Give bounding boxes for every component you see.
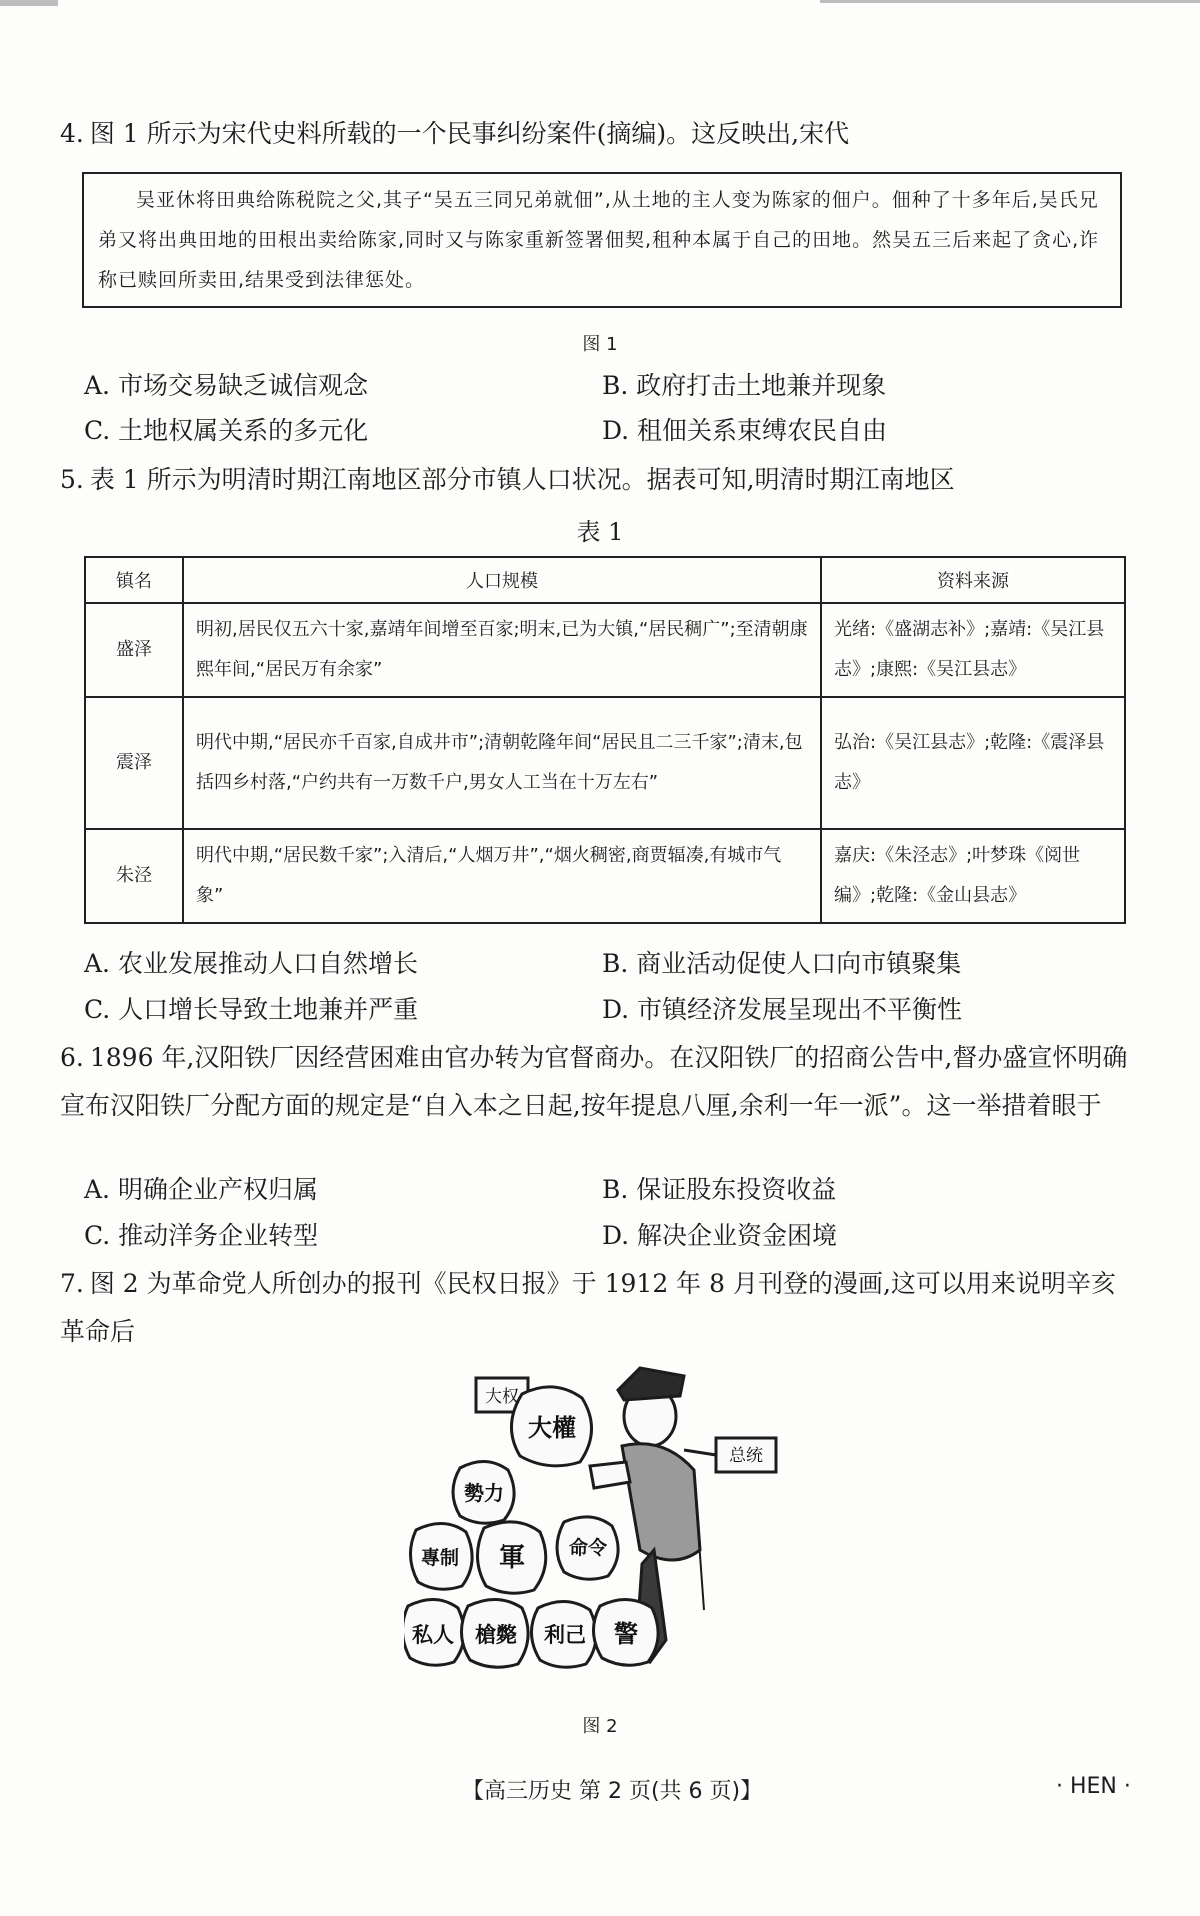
town-cell: 朱泾	[85, 829, 183, 923]
bag-label-order: 命令	[568, 1537, 608, 1559]
population-cell: 明代中期,“居民数千家”;入清后,“人烟万井”,“烟火稠密,商贾辐凑,有城市气象”	[183, 829, 821, 923]
option-a[interactable]: A. 市场交易缺乏诚信观念	[84, 371, 368, 400]
cartoon-label-left: 大权	[485, 1387, 519, 1407]
question-6-stem	[60, 1034, 1140, 1130]
bag-label-power: 勢力	[464, 1481, 504, 1505]
table-row	[85, 603, 1125, 697]
question-number: 6.	[60, 1043, 84, 1072]
table-row	[85, 829, 1125, 923]
population-cell: 明代中期,“居民亦千百家,自成井市”;清朝乾隆年间“居民且二三千家”;清末,包括四乡村落,“户约共有一万数千户,男女人工当在十万左右”	[183, 697, 821, 829]
officer-cap	[618, 1368, 684, 1400]
question-text: 1896 年,汉阳铁厂因经营困难由官办转为官督商办。在汉阳铁厂的招商公告中,督办盛宣怀明确宣布汉阳铁厂分配方面的规定是“自入本之日起,按年提息八厘,余利一年一派”。这一举措着眼于	[60, 1043, 1128, 1120]
question-number: 5.	[60, 465, 84, 494]
bag-label-top: 大權	[528, 1414, 576, 1442]
footer-code: · HEN ·	[1056, 1774, 1131, 1799]
figure-caption: 图 2	[582, 1716, 618, 1737]
column-header: 人口规模	[183, 557, 821, 603]
bag-label-private: 私人	[412, 1623, 454, 1647]
town-cell: 盛泽	[85, 603, 183, 697]
question-number: 4.	[60, 119, 84, 148]
column-header: 镇名	[85, 557, 183, 603]
figure-caption: 图 1	[582, 334, 618, 355]
scan-mark-right	[820, 0, 1200, 3]
question-text: 图 1 所示为宋代史料所载的一个民事纠纷案件(摘编)。这反映出,宋代	[89, 119, 850, 148]
table-row	[85, 697, 1125, 829]
scan-mark-left	[0, 0, 58, 6]
option-b[interactable]: B. 政府打击土地兼并现象	[602, 371, 887, 400]
town-cell: 震泽	[85, 697, 183, 829]
column-header: 资料来源	[821, 557, 1125, 603]
option-c[interactable]: C. 推动洋务企业转型	[84, 1221, 319, 1250]
source-cell: 弘治:《吴江县志》;乾隆:《震泽县志》	[821, 697, 1125, 829]
question-text: 图 2 为革命党人所创办的报刊《民权日报》于 1912 年 8 月刊登的漫画,这可以用来说明辛亥革命后	[60, 1269, 1116, 1346]
political-cartoon	[404, 1350, 804, 1690]
table-caption: 表 1	[576, 518, 624, 546]
question-number: 7.	[60, 1269, 84, 1298]
option-c[interactable]: C. 人口增长导致土地兼并严重	[84, 995, 419, 1024]
option-b[interactable]: B. 保证股东投资收益	[602, 1175, 837, 1204]
option-a[interactable]: A. 明确企业产权归属	[84, 1175, 318, 1204]
question-text: 表 1 所示为明清时期江南地区部分市镇人口状况。据表可知,明清时期江南地区	[89, 465, 955, 494]
label-pointer-right	[684, 1450, 716, 1455]
bag-label-despot: 專制	[420, 1547, 460, 1569]
source-cell: 光绪:《盛湖志补》;嘉靖:《吴江县志》;康熙:《吴江县志》	[821, 603, 1125, 697]
question-7-stem	[60, 1260, 1140, 1356]
officer-arm	[590, 1462, 630, 1488]
table-header-row	[85, 557, 1125, 603]
option-a[interactable]: A. 农业发展推动人口自然增长	[84, 949, 418, 978]
source-cell: 嘉庆:《朱泾志》;叶梦珠《阅世编》;乾隆:《金山县志》	[821, 829, 1125, 923]
question-4-stem	[60, 110, 1140, 158]
officer-body	[622, 1444, 700, 1560]
option-d[interactable]: D. 解决企业资金困境	[602, 1221, 838, 1250]
option-d[interactable]: D. 市镇经济发展呈现出不平衡性	[602, 995, 963, 1024]
option-c[interactable]: C. 土地权属关系的多元化	[84, 416, 369, 445]
cartoon-label-right: 总统	[729, 1446, 763, 1466]
population-table	[84, 556, 1126, 924]
bag-label-selfish: 利己	[544, 1623, 586, 1647]
option-b[interactable]: B. 商业活动促使人口向市镇聚集	[602, 949, 962, 978]
bag-label-police: 警	[614, 1620, 638, 1648]
officer-sword	[696, 1500, 704, 1610]
source-quote-box: 吴亚休将田典给陈税院之父,其子“吴五三同兄弟就佃”,从土地的主人变为陈家的佃户。佃种了十多年后,吴氏兄弟又将出典田地的田根出卖给陈家,同时又与陈家重新签署佃契,租种本属于自己的田地。然吴五三后来起了贪心,诈称已赎回所卖田,结果受到法律惩处。	[82, 172, 1122, 308]
option-d[interactable]: D. 租佃关系束缚农民自由	[602, 416, 888, 445]
bag-label-shoot: 槍斃	[475, 1623, 517, 1647]
population-cell: 明初,居民仅五六十家,嘉靖年间增至百家;明末,已为大镇,“居民稠广”;至清朝康熙年间,“居民万有余家”	[183, 603, 821, 697]
footer-page-info: 【高三历史 第 2 页(共 6 页)】	[462, 1779, 763, 1804]
bag-label-army: 軍	[498, 1543, 526, 1573]
question-5-stem	[60, 456, 1140, 504]
